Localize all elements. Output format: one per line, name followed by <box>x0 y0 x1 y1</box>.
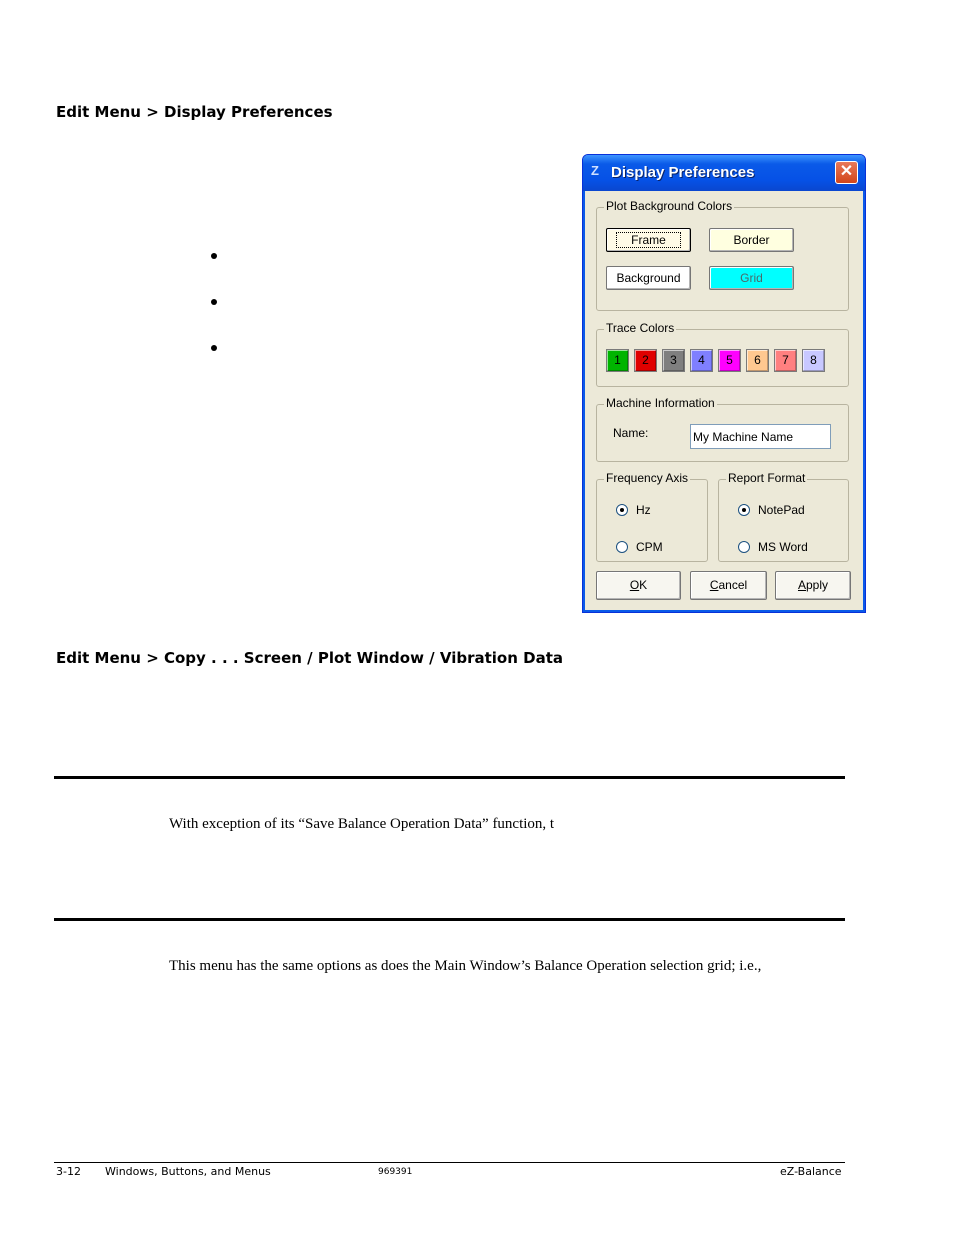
close-button[interactable] <box>835 161 858 184</box>
radio-button[interactable] <box>738 541 750 553</box>
trace-color-3-button[interactable]: 3 <box>662 349 685 372</box>
section-divider <box>54 776 845 779</box>
machine-name-label: Name: <box>613 426 649 440</box>
close-icon: ✕ <box>839 163 854 180</box>
file-menu-paragraph: With exception of its “Save Balance Operation Data” function, t <box>169 816 555 832</box>
plot-background-colors-group <box>596 199 849 311</box>
frequency-axis-group <box>596 471 708 562</box>
ok-label-rest: K <box>639 578 648 592</box>
report-format-group <box>718 471 849 562</box>
section-heading-display-preferences: Edit Menu > Display Preferences <box>56 103 333 121</box>
dialog-title-bar[interactable] <box>583 155 865 191</box>
section-divider <box>54 918 845 921</box>
radio-button[interactable] <box>738 504 750 516</box>
hz-label: Hz <box>636 503 651 517</box>
group-legend: Plot Background Colors <box>606 199 733 213</box>
footer-page-number: 3-12 <box>56 1165 81 1178</box>
cancel-accelerator: C <box>709 578 719 592</box>
trace-colors-group <box>596 321 849 387</box>
trace-color-6-button[interactable]: 6 <box>746 349 769 372</box>
hz-radio-option[interactable] <box>616 503 696 519</box>
border-color-button[interactable]: Border <box>709 228 794 252</box>
machine-name-input[interactable] <box>690 424 831 449</box>
ok-button[interactable] <box>596 571 681 600</box>
footer-section-title: Windows, Buttons, and Menus <box>105 1165 271 1178</box>
ok-accelerator: O <box>629 578 640 592</box>
ms-word-radio-option[interactable] <box>738 540 838 556</box>
dialog-title: Display Preferences <box>611 164 755 181</box>
machine-information-group <box>596 396 849 462</box>
trace-color-4-button[interactable]: 4 <box>690 349 713 372</box>
bullet-point <box>211 253 217 259</box>
cancel-button[interactable] <box>690 571 767 600</box>
group-legend: Trace Colors <box>606 321 675 335</box>
balance-menu-paragraph: This menu has the same options as does the Main Window’s Balance Operation selection grid; i.e., <box>169 958 762 974</box>
footer-doc-number: 969391 <box>378 1167 413 1177</box>
bullet-point <box>211 299 217 305</box>
group-legend: Machine Information <box>606 396 715 410</box>
frame-color-button[interactable] <box>606 228 691 252</box>
frame-button-label: Frame <box>616 232 681 248</box>
dialog-body <box>585 191 863 610</box>
group-legend: Report Format <box>728 471 806 485</box>
notepad-radio-option[interactable] <box>738 503 838 519</box>
trace-color-2-button[interactable]: 2 <box>634 349 657 372</box>
section-heading-copy: Edit Menu > Copy . . . Screen / Plot Window / Vibration Data <box>56 649 563 667</box>
trace-color-8-button[interactable]: 8 <box>802 349 825 372</box>
cpm-label: CPM <box>636 540 663 554</box>
ms-word-label: MS Word <box>758 540 808 554</box>
radio-button[interactable] <box>616 541 628 553</box>
cancel-label-rest: ancel <box>718 578 748 592</box>
bullet-point <box>211 345 217 351</box>
display-preferences-dialog <box>582 154 866 613</box>
cpm-radio-option[interactable] <box>616 540 696 556</box>
trace-color-7-button[interactable]: 7 <box>774 349 797 372</box>
app-icon: Z <box>591 163 599 178</box>
footer-product-name: eZ-Balance <box>780 1165 842 1178</box>
trace-color-5-button[interactable]: 5 <box>718 349 741 372</box>
apply-accelerator: A <box>797 578 806 592</box>
background-color-button[interactable]: Background <box>606 266 691 290</box>
group-legend: Frequency Axis <box>606 471 689 485</box>
footer-rule <box>54 1162 845 1163</box>
notepad-label: NotePad <box>758 503 805 517</box>
radio-button[interactable] <box>616 504 628 516</box>
apply-button[interactable] <box>775 571 851 600</box>
trace-color-1-button[interactable]: 1 <box>606 349 629 372</box>
apply-label-rest: pply <box>806 578 829 592</box>
grid-color-button[interactable]: Grid <box>709 266 794 290</box>
